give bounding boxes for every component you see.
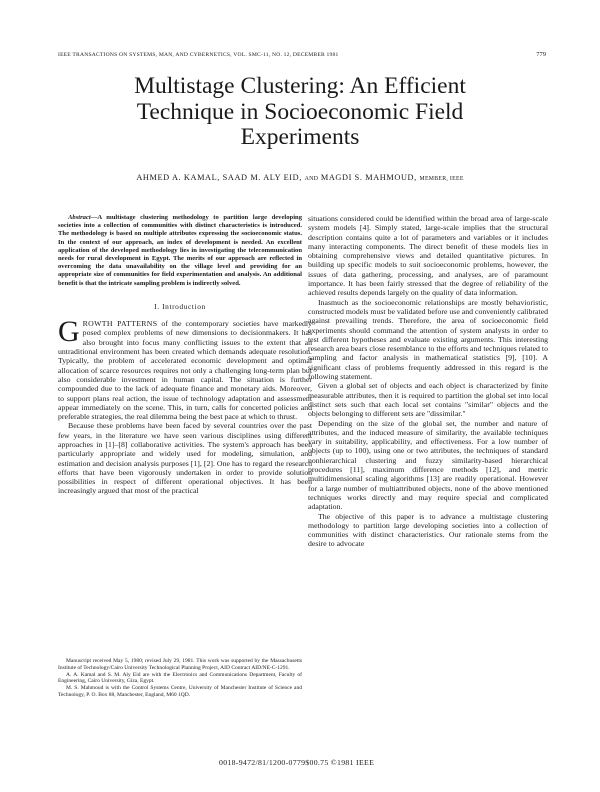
running-head: IEEE TRANSACTIONS ON SYSTEMS, MAN, AND CYBERNETICS, VOL. SMC-11, NO. 12, DECEMBER 1981 [58,52,339,58]
footnote-author-manchester: M. S. Mahmoud is with the Control Systems Centre, University of Manchester Institute of Science and Technology, P. O. Box 88, Manchester, England, M60 1QD. [58,685,302,698]
author-line [40,173,560,182]
copyright-code: 0018-9472/81/1200-0779$00.75 ©1981 IEEE [219,758,375,767]
abstract [58,214,302,288]
footnote-manuscript: Manuscript received May 5, 1980; revised July 29, 1981. This work was supported by the Massachusetts Institute of Technology/Cairo University Technological Planning Project, AID Contract AID/NE-C-1291. [58,658,302,671]
author-names-2: MAGDI S. MAHMOUD, [320,173,417,182]
page-number: 779 [536,51,546,58]
right-paragraph-5: The objective of this paper is to advance a multistage clustering methodology to partition large developing societies into a collection of communities with distinct characteristics. Our rationale stems from the desire to advocate [308,511,548,549]
right-paragraph-1: situations considered could be identified within the broad area of large-scale system models [4]. Simply stated, large-scale implies that the structural description contains quite a lot of parameters and variables or it includes many interacting components. The direct benefit of these models lies in obtaining comprehensive views and detailed quantitative pictures. In building up specific models to suit socioeconomic problems, however, the issues of data gathering, processing, and analyses, are of paramount importance. It has been fairly stressed that the degree of reliability of the achieved results depends largely on the quality of data information. [308,214,548,298]
title-line-3: Experiments [240,124,360,150]
footnotes [58,658,302,699]
right-paragraph-3: Given a global set of objects and each object is characterized by finite measurable attributes, then it is required to partition the global set into local distinct sets such that each local set contains "similar" objects and the objects belonging to different sets are "dissimilar." [308,381,548,419]
author-membership: MEMBER, IEEE [419,176,464,182]
right-column [308,214,548,549]
intro-paragraph-1-text: of the contemporary societies have markedly posed complex problems of new dimensions to decisionmakers. It has also brought into focus many conflicting issues to the extent that an untraditional environment has been created which demands adequate resolution. Typically, the problem of accelerated economic development and optimal allocation of scarce resources requires not only a challenging long-term plan but also considerable investment in human capital. The situation is further compounded due to the lack of adequate finance and monetary aids. Moreover, to support plans real action, the issue of technology adaptation and assessment appear immediately on the scene. This, in turn, calls for concerted policies and preferable strategies, the real dilemma being the best pace at which to thrust. [58,319,312,422]
intro-paragraph-2: Because these problems have been faced by several countries over the past few years, in the literature we have seen various disciplines using different approaches in [1]–[8] collaborative activities. The system's approach has been particularly appropriate and widely used for modeling, simulation, and estimation and decision analysis purposes [1], [2]. One has to regard the research efforts that have been vigorously undertaken in order to provide solution possibilities in respect of different operational objectives. It has been increasingly argued that most of the practical [58,421,312,496]
paper-title [40,74,560,151]
right-paragraph-4: Depending on the size of the global set, the number and nature of attributes, and the induced measure of similarity, the available techniques vary in suitability, applicability, and effectiveness. For a low number of objects (up to 100), using one or two attributes, the techniques of standard nonhierarchical clustering and fuzzy similarity-based hierarchical procedures [11], maximum difference methods [12], and metric multidimensional scaling algorithms [13] are readily operational. However for a large number of multiattributed objects, none of the above mentioned techniques works directly and may require special and complicated adaptation. [308,418,548,512]
left-column [58,214,312,496]
drop-cap: G [58,315,80,349]
author-names-1: AHMED A. KAMAL, SAAD M. ALY EID, [136,173,302,182]
section-heading-introduction: I. Introduction [154,301,206,311]
footnote-authors-cairo: A. A. Kamal and S. M. Aly Eid are with the Electronics and Communications Department, Faculty of Engineering, Cairo University, Giza, Egypt. [58,671,302,685]
abstract-text: —A multistage clustering methodology to partition large developing societies into a collection of communities with distinct characteristics is introduced. The methodology is based on multiple attributes expressing the socioeconomic status. In the context of our approach, an index of development is needed. An excellent application of the developed methodology lies in investigating the telecommunication needs for rural development in Egypt. The merits of our approach are reflected in overcoming the data unavailability on the village level and providing for an appropriate size of communities for field experimentation and analysis. An additional benefit is that the intricate sampling problem is indirectly solved. [58,214,302,287]
intro-paragraph-1 [58,315,312,422]
right-paragraph-2: Inasmuch as the socioeconomic relationships are mostly behavioristic, constructed models must be validated before use and conveniently calibrated against prevailing trends. Therefore, the area of socioeconomic field experiments should command the attention of system analysts in order to test different hypotheses and evaluate existing arguments. This interesting research area bears close resemblance to the efforts and techniques related to sampling and factor analysis in mathematical statistics [9], [10]. A significant class of problems frequently addressed in this regard is the following statement. [308,297,548,382]
title-line-2: Technique in Socioeconomic Field [136,98,464,125]
author-and: AND [304,176,319,182]
abstract-label: Abstract [68,214,91,221]
title-line-1: Multistage Clustering: An Efficient [134,73,466,99]
opening-caps: ROWTH PATTERNS [82,319,158,329]
